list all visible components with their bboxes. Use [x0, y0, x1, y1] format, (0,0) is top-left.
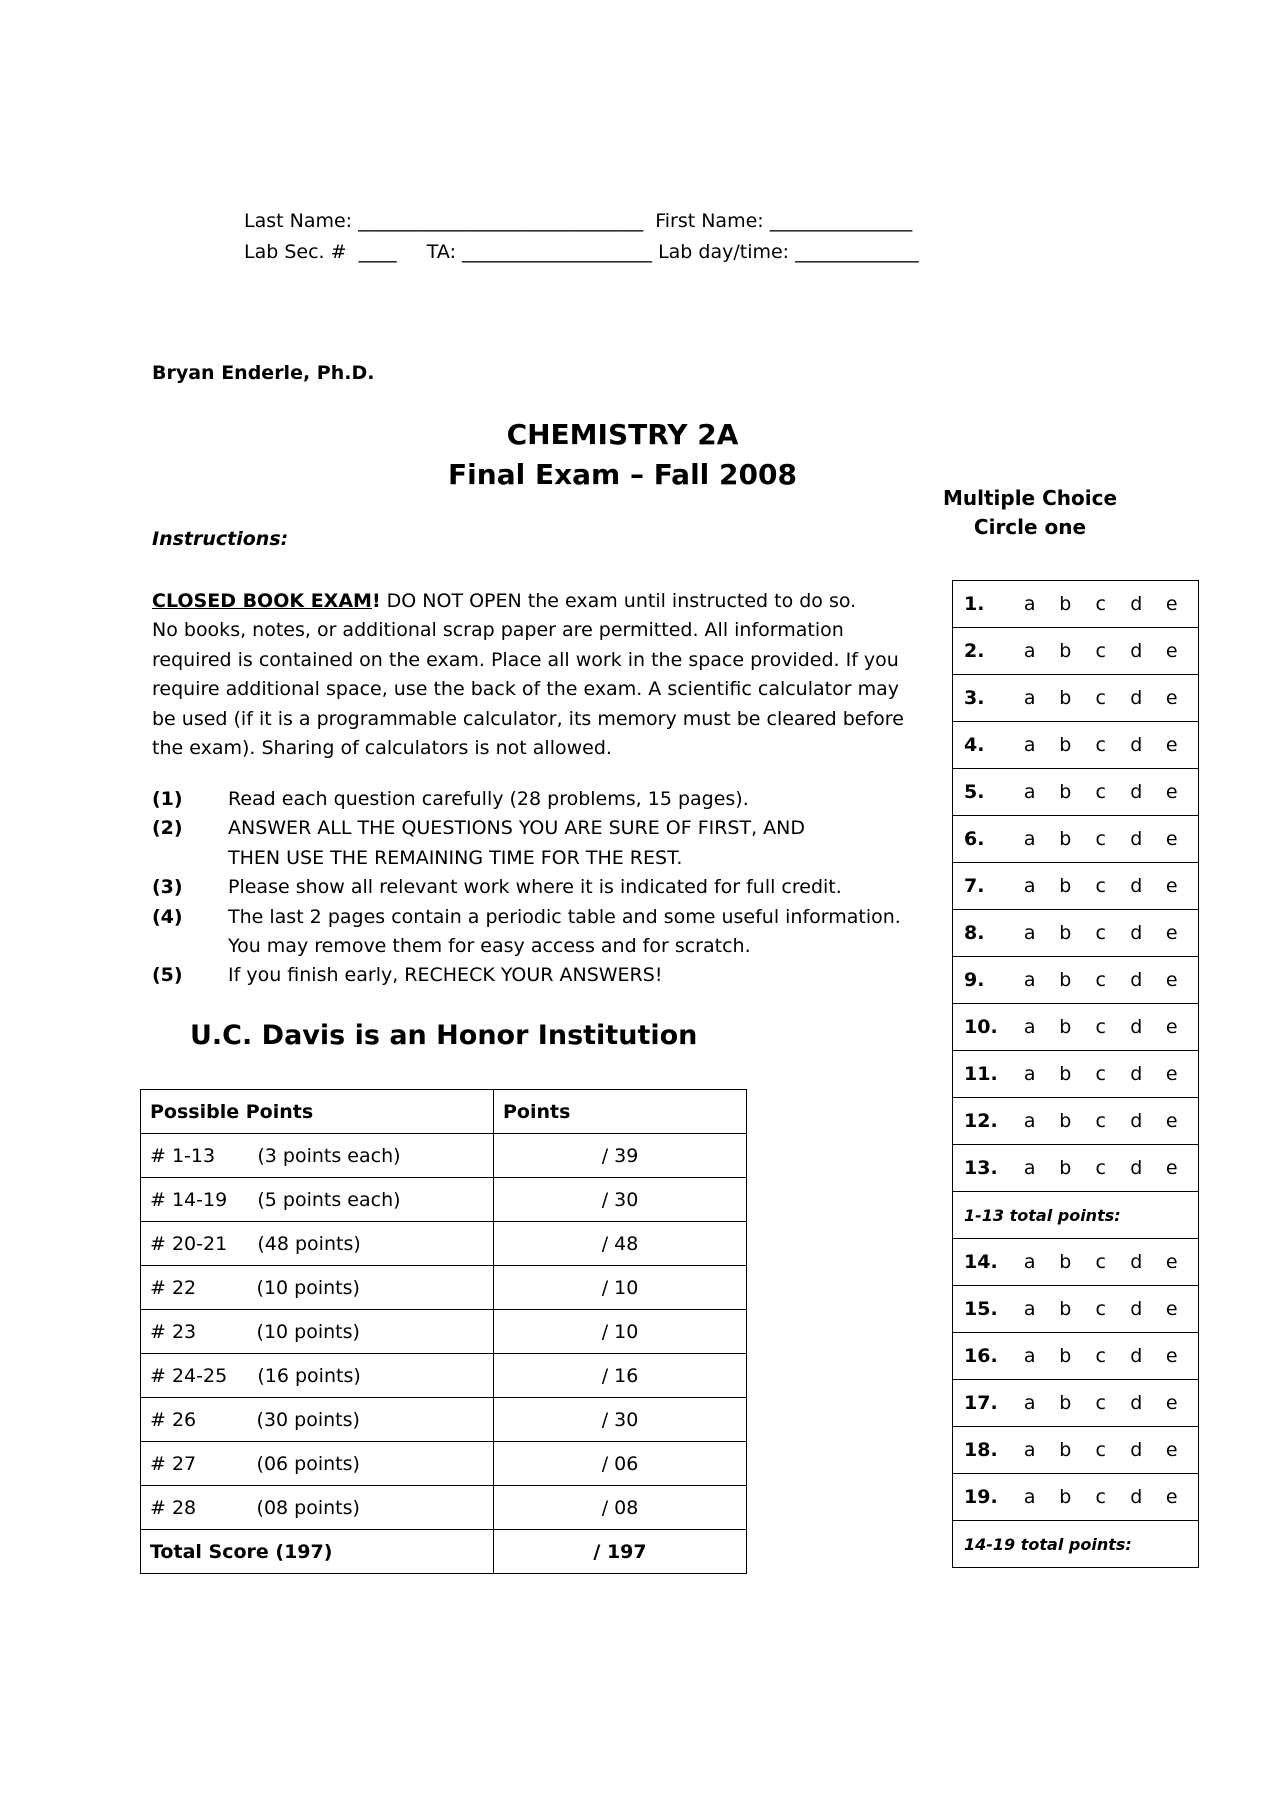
answer-option-a[interactable]: a [1023, 969, 1036, 991]
answer-option-e[interactable]: e [1165, 640, 1178, 662]
answer-option-c[interactable]: c [1095, 593, 1106, 615]
table-row [141, 1134, 747, 1178]
answer-option-e[interactable]: e [1165, 969, 1178, 991]
mc-heading-line2: Circle one [973, 515, 1087, 539]
table-row [141, 1486, 747, 1530]
table-cell: / 10 [494, 1310, 747, 1354]
answer-cell [953, 1098, 1199, 1145]
mc-heading-line1: Multiple Choice [942, 486, 1118, 510]
question-number: 9. [964, 969, 985, 991]
answer-option-d[interactable]: d [1130, 687, 1143, 709]
table-cell: # 27 (06 points) [141, 1442, 494, 1486]
answer-option-b[interactable]: b [1059, 1110, 1072, 1132]
table-header: Points [494, 1090, 747, 1134]
table-row [141, 1354, 747, 1398]
subtotal-row [953, 1192, 1199, 1239]
total-row [141, 1530, 747, 1574]
list-item [152, 814, 932, 873]
question-number: 7. [964, 875, 985, 897]
answer-row [953, 628, 1199, 675]
honor-statement: U.C. Davis is an Honor Institution [190, 1020, 698, 1051]
answer-row [953, 1145, 1199, 1192]
answer-option-c[interactable]: c [1095, 1110, 1106, 1132]
answer-option-b[interactable]: b [1059, 1251, 1072, 1273]
answer-option-b[interactable]: b [1059, 1345, 1072, 1367]
answer-option-a[interactable]: a [1023, 1063, 1036, 1085]
answer-row [953, 910, 1199, 957]
answer-option-c[interactable]: c [1095, 1392, 1106, 1414]
answer-option-a[interactable]: a [1023, 1016, 1036, 1038]
answer-option-d[interactable]: d [1130, 1486, 1143, 1508]
answer-option-a[interactable]: a [1023, 734, 1036, 756]
subtotal-row [953, 1521, 1199, 1568]
answer-option-c[interactable]: c [1095, 1251, 1106, 1273]
answer-option-e[interactable]: e [1165, 734, 1178, 756]
answer-option-b[interactable]: b [1059, 734, 1072, 756]
table-cell: # 20-21 (48 points) [141, 1222, 494, 1266]
total-value: / 197 [494, 1530, 747, 1574]
table-cell: / 30 [494, 1178, 747, 1222]
answer-option-b[interactable]: b [1059, 1157, 1072, 1179]
answer-option-b[interactable]: b [1059, 593, 1072, 615]
answer-option-c[interactable]: c [1095, 687, 1106, 709]
answer-option-c[interactable]: c [1095, 1063, 1106, 1085]
table-cell: # 24-25 (16 points) [141, 1354, 494, 1398]
question-number: 16. [964, 1345, 998, 1367]
answer-option-a[interactable]: a [1023, 640, 1036, 662]
table-row [141, 1398, 747, 1442]
answer-option-d[interactable]: d [1130, 922, 1143, 944]
answer-option-a[interactable]: a [1023, 828, 1036, 850]
instructions-paragraph [152, 587, 935, 763]
table-cell: / 16 [494, 1354, 747, 1398]
answer-option-c[interactable]: c [1095, 1439, 1106, 1461]
list-item [152, 785, 932, 814]
answer-row [953, 1333, 1199, 1380]
answer-row [953, 863, 1199, 910]
para-line: required is contained on the exam. Place all work in the space provided. If you [152, 648, 899, 671]
answer-row [953, 1427, 1199, 1474]
list-item-text: You may remove them for easy access and for scratch. [228, 935, 751, 958]
answer-row [953, 1474, 1199, 1521]
answer-option-c[interactable]: c [1095, 781, 1106, 803]
answer-option-b[interactable]: b [1059, 1392, 1072, 1414]
answer-row [953, 722, 1199, 769]
answer-row [953, 769, 1199, 816]
list-item-number: (4) [152, 905, 183, 928]
question-number: 6. [964, 828, 985, 850]
question-number: 5. [964, 781, 985, 803]
para-line: No books, notes, or additional scrap paper are permitted. All information [152, 619, 844, 642]
answer-cell [953, 1051, 1199, 1098]
answer-grid [952, 580, 1199, 1568]
answer-option-d[interactable]: d [1130, 1345, 1143, 1367]
multiple-choice-heading [940, 484, 1120, 542]
question-number: 3. [964, 687, 985, 709]
answer-option-b[interactable]: b [1059, 1016, 1072, 1038]
table-cell: # 26 (30 points) [141, 1398, 494, 1442]
name-fields-line: Last Name: ______________________________ First Name: _______________ [244, 210, 913, 232]
question-number: 13. [964, 1157, 998, 1179]
answer-cell [953, 1427, 1199, 1474]
answer-option-a[interactable]: a [1023, 1298, 1036, 1320]
table-row [141, 1222, 747, 1266]
answer-option-b[interactable]: b [1059, 1486, 1072, 1508]
answer-option-e[interactable]: e [1165, 1298, 1178, 1320]
numbered-instructions [152, 785, 932, 991]
list-item-text: Read each question carefully (28 problems, 15 pages). [228, 788, 749, 810]
table-cell: / 08 [494, 1486, 747, 1530]
answer-option-d[interactable]: d [1130, 1157, 1143, 1179]
answer-option-d[interactable]: d [1130, 969, 1143, 991]
closed-book-label: CLOSED BOOK EXAM [152, 590, 372, 612]
answer-option-c[interactable]: c [1095, 1298, 1106, 1320]
para-line-text: DO NOT OPEN the exam until instructed to do so. [380, 590, 857, 612]
answer-option-a[interactable]: a [1023, 593, 1036, 615]
subtotal-label: 14-19 total points: [953, 1521, 1199, 1568]
list-item-number: (1) [152, 788, 183, 810]
table-cell: / 39 [494, 1134, 747, 1178]
answer-option-b[interactable]: b [1059, 781, 1072, 803]
answer-option-d[interactable]: d [1130, 781, 1143, 803]
answer-option-e[interactable]: e [1165, 922, 1178, 944]
answer-option-e[interactable]: e [1165, 1486, 1178, 1508]
question-number: 10. [964, 1016, 998, 1038]
answer-cell [953, 1239, 1199, 1286]
answer-option-d[interactable]: d [1130, 875, 1143, 897]
answer-option-c[interactable]: c [1095, 1016, 1106, 1038]
answer-option-a[interactable]: a [1023, 1392, 1036, 1414]
question-number: 19. [964, 1486, 998, 1508]
table-row [141, 1310, 747, 1354]
answer-option-b[interactable]: b [1059, 1298, 1072, 1320]
answer-option-e[interactable]: e [1165, 875, 1178, 897]
answer-option-e[interactable]: e [1165, 1345, 1178, 1367]
answer-option-b[interactable]: b [1059, 828, 1072, 850]
list-item-text: ANSWER ALL THE QUESTIONS YOU ARE SURE OF FIRST, AND [228, 817, 806, 840]
question-number: 12. [964, 1110, 998, 1132]
answer-option-d[interactable]: d [1130, 1298, 1143, 1320]
exam-title: Final Exam – Fall 2008 [448, 458, 797, 491]
answer-option-e[interactable]: e [1165, 593, 1178, 615]
answer-option-b[interactable]: b [1059, 640, 1072, 662]
table-cell: # 14-19 (5 points each) [141, 1178, 494, 1222]
answer-option-d[interactable]: d [1130, 1251, 1143, 1273]
answer-option-e[interactable]: e [1165, 1016, 1178, 1038]
list-item-text: If you finish early, RECHECK YOUR ANSWERS! [228, 964, 663, 987]
question-number: 15. [964, 1298, 998, 1320]
answer-option-e[interactable]: e [1165, 1110, 1178, 1132]
answer-option-a[interactable]: a [1023, 687, 1036, 709]
answer-option-a[interactable]: a [1023, 1345, 1036, 1367]
table-row [141, 1266, 747, 1310]
list-item-text: THEN USE THE REMAINING TIME FOR THE REST. [228, 846, 683, 869]
answer-option-c[interactable]: c [1095, 1486, 1106, 1508]
answer-option-b[interactable]: b [1059, 687, 1072, 709]
question-number: 11. [964, 1063, 998, 1085]
answer-option-d[interactable]: d [1130, 828, 1143, 850]
table-cell: # 23 (10 points) [141, 1310, 494, 1354]
table-header: Possible Points [141, 1090, 494, 1134]
answer-row [953, 675, 1199, 722]
answer-cell [953, 581, 1199, 628]
answer-option-e[interactable]: e [1165, 781, 1178, 803]
list-item [152, 873, 932, 902]
answer-option-a[interactable]: a [1023, 875, 1036, 897]
answer-option-d[interactable]: d [1130, 1439, 1143, 1461]
answer-row [953, 816, 1199, 863]
answer-option-b[interactable]: b [1059, 1063, 1072, 1085]
table-row [141, 1178, 747, 1222]
table-header-row [141, 1090, 747, 1134]
answer-option-a[interactable]: a [1023, 1251, 1036, 1273]
answer-option-d[interactable]: d [1130, 734, 1143, 756]
answer-option-a[interactable]: a [1023, 1486, 1036, 1508]
para-line [152, 587, 935, 616]
list-item [152, 903, 932, 962]
answer-cell [953, 722, 1199, 769]
answer-option-c[interactable]: c [1095, 922, 1106, 944]
answer-cell [953, 1004, 1199, 1051]
list-item [152, 961, 932, 990]
answer-row [953, 1051, 1199, 1098]
answer-cell [953, 675, 1199, 722]
table-cell: # 22 (10 points) [141, 1266, 494, 1310]
answer-option-c[interactable]: c [1095, 640, 1106, 662]
answer-option-e[interactable]: e [1165, 1063, 1178, 1085]
answer-row [953, 957, 1199, 1004]
score-table [140, 1089, 747, 1574]
answer-option-d[interactable]: d [1130, 1110, 1143, 1132]
answer-option-e[interactable]: e [1165, 1392, 1178, 1414]
answer-cell [953, 863, 1199, 910]
answer-option-c[interactable]: c [1095, 875, 1106, 897]
answer-option-a[interactable]: a [1023, 922, 1036, 944]
para-line: be used (if it is a programmable calculator, its memory must be cleared before [152, 707, 904, 730]
table-cell: / 10 [494, 1266, 747, 1310]
table-cell: / 30 [494, 1398, 747, 1442]
table-cell: # 28 (08 points) [141, 1486, 494, 1530]
subtotal-label: 1-13 total points: [953, 1192, 1199, 1239]
list-item-number: (2) [152, 817, 183, 840]
table-cell: / 06 [494, 1442, 747, 1486]
answer-option-c[interactable]: c [1095, 1345, 1106, 1367]
answer-row [953, 1239, 1199, 1286]
answer-row [953, 1286, 1199, 1333]
answer-cell [953, 910, 1199, 957]
answer-row [953, 1098, 1199, 1145]
answer-cell [953, 816, 1199, 863]
question-number: 4. [964, 734, 985, 756]
para-line: the exam). Sharing of calculators is not allowed. [152, 737, 612, 760]
answer-option-e[interactable]: e [1165, 1157, 1178, 1179]
para-line: require additional space, use the back of the exam. A scientific calculator may [152, 678, 899, 701]
question-number: 2. [964, 640, 985, 662]
answer-cell [953, 769, 1199, 816]
list-item-text: Please show all relevant work where it is indicated for full credit. [228, 876, 842, 899]
lab-fields-line: Lab Sec. # ____ TA: ____________________ Lab day/time: _____________ [244, 241, 919, 263]
answer-cell [953, 628, 1199, 675]
table-cell: / 48 [494, 1222, 747, 1266]
answer-option-b[interactable]: b [1059, 922, 1072, 944]
answer-option-c[interactable]: c [1095, 828, 1106, 850]
answer-row [953, 1380, 1199, 1427]
answer-option-d[interactable]: d [1130, 1016, 1143, 1038]
instructions-label: Instructions: [152, 528, 289, 550]
answer-option-a[interactable]: a [1023, 1157, 1036, 1179]
answer-option-c[interactable]: c [1095, 734, 1106, 756]
total-label: Total Score (197) [141, 1530, 494, 1574]
list-item-number: (3) [152, 876, 183, 899]
answer-option-d[interactable]: d [1130, 1063, 1143, 1085]
answer-option-d[interactable]: d [1130, 593, 1143, 615]
question-number: 8. [964, 922, 985, 944]
author: Bryan Enderle, Ph.D. [152, 362, 375, 384]
question-number: 1. [964, 593, 985, 615]
answer-option-a[interactable]: a [1023, 1439, 1036, 1461]
answer-option-e[interactable]: e [1165, 1439, 1178, 1461]
answer-option-d[interactable]: d [1130, 1392, 1143, 1414]
answer-row [953, 1004, 1199, 1051]
answer-cell [953, 1474, 1199, 1521]
table-row [141, 1442, 747, 1486]
answer-option-a[interactable]: a [1023, 781, 1036, 803]
answer-option-c[interactable]: c [1095, 969, 1106, 991]
answer-cell [953, 957, 1199, 1004]
closed-book-exclaim: ! [371, 590, 381, 612]
answer-row [953, 581, 1199, 628]
answer-cell [953, 1333, 1199, 1380]
list-item-text: The last 2 pages contain a periodic table and some useful information. [228, 905, 901, 928]
answer-cell [953, 1380, 1199, 1427]
question-number: 14. [964, 1251, 998, 1273]
list-item-number: (5) [152, 964, 183, 987]
course-title: CHEMISTRY 2A [506, 418, 739, 451]
answer-option-e[interactable]: e [1165, 687, 1178, 709]
answer-option-a[interactable]: a [1023, 1110, 1036, 1132]
answer-cell [953, 1145, 1199, 1192]
answer-option-b[interactable]: b [1059, 875, 1072, 897]
answer-option-d[interactable]: d [1130, 640, 1143, 662]
question-number: 17. [964, 1392, 998, 1414]
answer-option-c[interactable]: c [1095, 1157, 1106, 1179]
answer-cell [953, 1286, 1199, 1333]
question-number: 18. [964, 1439, 998, 1461]
answer-option-e[interactable]: e [1165, 1251, 1178, 1273]
answer-option-b[interactable]: b [1059, 969, 1072, 991]
answer-option-b[interactable]: b [1059, 1439, 1072, 1461]
answer-option-e[interactable]: e [1165, 828, 1178, 850]
table-cell: # 1-13 (3 points each) [141, 1134, 494, 1178]
